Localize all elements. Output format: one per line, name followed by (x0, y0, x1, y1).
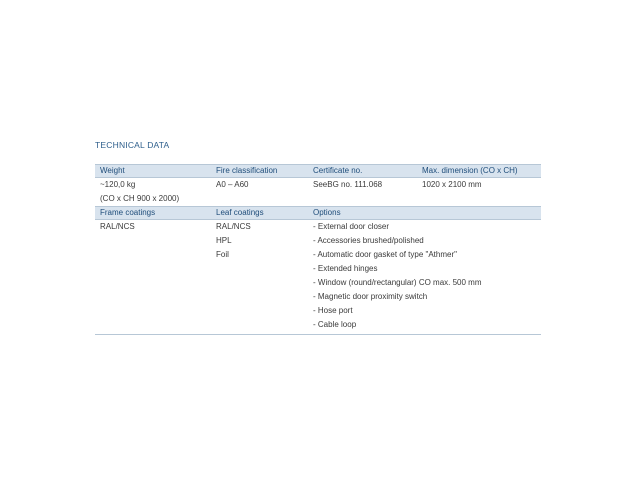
option-item: - Automatic door gasket of type "Athmer" (313, 250, 457, 259)
weight-value: ~120,0 kg (100, 180, 136, 189)
technical-data-table (95, 164, 541, 335)
max-dimension-value: 1020 x 2100 mm (422, 180, 482, 189)
certificate-value: SeeBG no. 111.068 (313, 180, 383, 189)
option-item: - Hose port (313, 306, 353, 315)
fire-classification-value: A0 – A60 (216, 180, 249, 189)
leaf-coating-item: RAL/NCS (216, 222, 251, 231)
header-max-dimension: Max. dimension (CO x CH) (422, 166, 518, 175)
option-item: - Accessories brushed/polished (313, 236, 424, 245)
header-fire-classification: Fire classification (216, 166, 278, 175)
option-item: - External door closer (313, 222, 390, 231)
header-certificate: Certificate no. (313, 166, 363, 175)
section-title: TECHNICAL DATA (95, 140, 170, 150)
leaf-coating-item: Foil (216, 250, 229, 259)
header-options: Options (313, 208, 341, 217)
header-leaf-coatings: Leaf coatings (216, 208, 264, 217)
option-item: - Magnetic door proximity switch (313, 292, 428, 301)
header-frame-coatings: Frame coatings (100, 208, 156, 217)
weight-note: (CO x CH 900 x 2000) (100, 194, 180, 203)
header-weight: Weight (100, 166, 125, 175)
option-item: - Window (round/rectangular) CO max. 500 mm (313, 278, 482, 287)
option-item: - Cable loop (313, 320, 357, 329)
option-item: - Extended hinges (313, 264, 378, 273)
frame-coating-item: RAL/NCS (100, 222, 135, 231)
leaf-coating-item: HPL (216, 236, 232, 245)
